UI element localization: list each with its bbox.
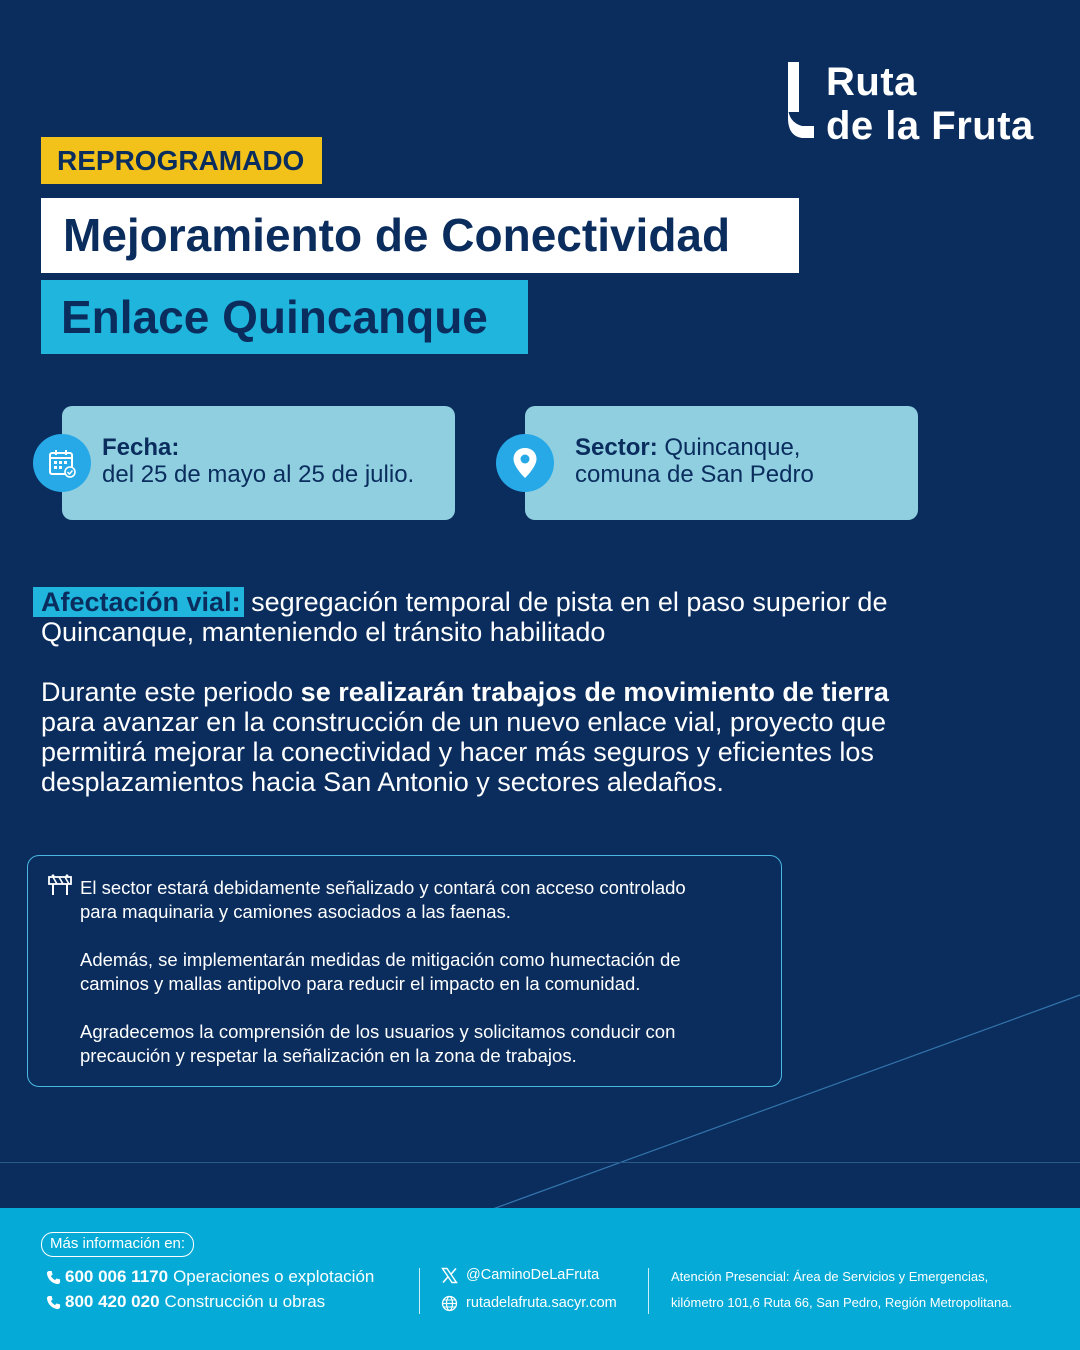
page-title: Mejoramiento de Conectividad — [41, 198, 799, 273]
date-value: del 25 de mayo al 25 de julio. — [102, 461, 415, 488]
x-twitter-icon — [441, 1267, 458, 1284]
location-pin-icon — [496, 434, 554, 492]
phone-icon — [46, 1270, 61, 1285]
status-badge: REPROGRAMADO — [41, 137, 322, 184]
note-paragraph-3: Agradecemos la comprensión de los usuarios y solicitamos conducir con precaución y respetar la señalización en la zona de trabajos. — [80, 1021, 676, 1066]
more-info-label: Más información en: — [41, 1232, 194, 1257]
brand-logo — [788, 60, 1048, 150]
brand-name: Ruta de la Fruta — [826, 60, 1034, 148]
calendar-icon — [33, 434, 91, 492]
road-barrier-icon — [48, 874, 72, 896]
footer — [0, 1208, 1080, 1350]
description-paragraph: Durante este periodo se realizarán trabajos de movimiento de tierra para avanzar en la construcción de un nuevo enlace vial, proyecto que permitirá mejorar la conectividad y hacer más seguros y eficientes los desplazamientos hacia San Antonio y sectores aledaños. — [41, 677, 889, 797]
website-link[interactable]: rutadelafruta.sacyr.com — [441, 1294, 617, 1312]
divider — [0, 1162, 1080, 1163]
logo-mark-icon — [788, 62, 814, 138]
note-paragraph-1: El sector estará debidamente señalizado y contará con acceso controlado para maquinaria y camiones asociados a las faenas. — [80, 877, 686, 922]
globe-icon — [441, 1295, 458, 1312]
date-label: Fecha: — [102, 434, 180, 461]
twitter-link[interactable]: @CaminoDeLaFruta — [441, 1266, 599, 1284]
sector-value-line2: comuna de San Pedro — [575, 461, 814, 488]
sector-card — [525, 406, 918, 520]
phone-operaciones[interactable]: 600 006 1170 Operaciones o explotación — [46, 1267, 374, 1287]
afectacion-paragraph: Afectación vial: segregación temporal de pista en el paso superior de Quincanque, manteniendo el tránsito habilitado — [41, 587, 1041, 647]
footer-divider — [419, 1268, 420, 1314]
phone-icon — [46, 1295, 61, 1310]
note-paragraph-2: Además, se implementarán medidas de mitigación como humectación de caminos y mallas antipolvo para reducir el impacto en la comunidad. — [80, 949, 681, 994]
sector-label: Sector: — [575, 434, 658, 461]
afectacion-label: Afectación vial: — [33, 587, 244, 617]
info-box — [27, 855, 782, 1087]
page-subtitle: Enlace Quincanque — [41, 280, 528, 354]
footer-divider — [648, 1268, 649, 1314]
address: Atención Presencial: Área de Servicios y Emergencias, kilómetro 101,6 Ruta 66, San Pedro, Región Metropolitana. — [671, 1269, 1013, 1310]
date-card — [62, 406, 455, 520]
sector-value: Quincanque, — [657, 434, 801, 461]
phone-construccion[interactable]: 800 420 020 Construcción u obras — [46, 1292, 325, 1312]
